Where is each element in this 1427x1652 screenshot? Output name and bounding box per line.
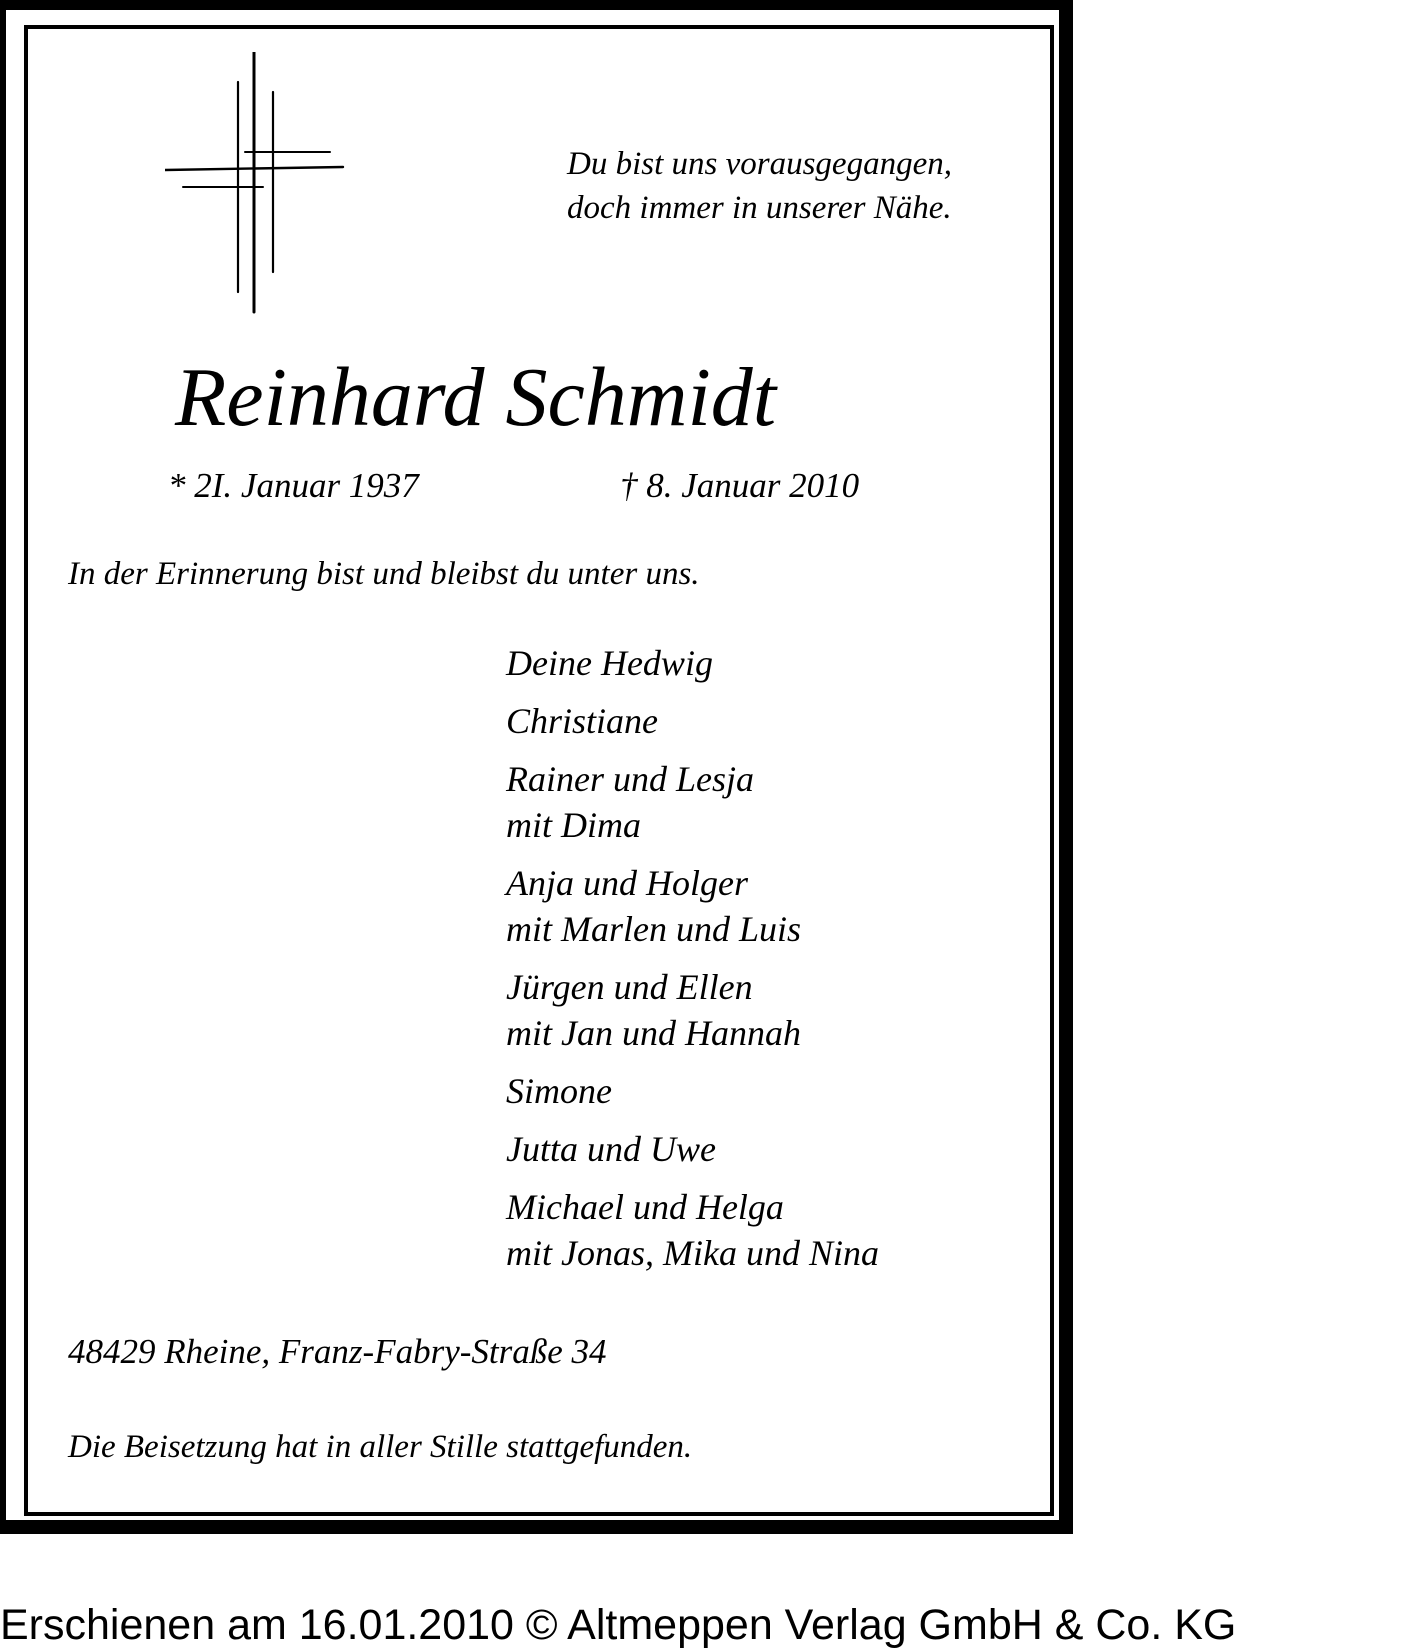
address: 48429 Rheine, Franz-Fabry-Straße 34 — [68, 1332, 607, 1371]
mourner-group — [506, 964, 879, 1056]
mourner-line: mit Dima — [506, 805, 641, 845]
mourner-line: Simone — [506, 1071, 612, 1111]
memory-line: In der Erinnerung bist und bleibst du unter uns. — [68, 556, 700, 592]
mourner-line: Jutta und Uwe — [506, 1129, 716, 1169]
mourner-group — [506, 1068, 879, 1114]
motto-line-2: doch immer in unserer Nähe. — [567, 190, 952, 226]
mourner-line: Anja und Holger — [506, 863, 748, 903]
cross-icon — [165, 52, 345, 314]
mourners-list — [506, 640, 879, 1288]
death-date: † 8. Januar 2010 — [620, 466, 860, 505]
mourner-line: Rainer und Lesja — [506, 759, 754, 799]
mourner-line: mit Jonas, Mika und Nina — [506, 1233, 879, 1273]
mourner-line: Christiane — [506, 701, 659, 741]
mourner-group — [506, 1126, 879, 1172]
birth-date: * 2I. Januar 1937 — [168, 466, 419, 505]
mourner-group — [506, 640, 879, 686]
mourner-line: Michael und Helga — [506, 1187, 784, 1227]
mourner-line: Deine Hedwig — [506, 643, 713, 683]
motto-line-1: Du bist uns vorausgegangen, — [567, 146, 952, 182]
motto — [567, 142, 952, 230]
mourner-line: mit Marlen und Luis — [506, 909, 802, 949]
mourner-group — [506, 756, 879, 848]
mourner-group — [506, 698, 879, 744]
burial-note: Die Beisetzung hat in aller Stille stattgefunden. — [68, 1429, 693, 1465]
mourner-group — [506, 860, 879, 952]
mourner-group — [506, 1184, 879, 1276]
mourner-line: Jürgen und Ellen — [506, 967, 753, 1007]
deceased-name: Reinhard Schmidt — [175, 351, 777, 444]
mourner-line: mit Jan und Hannah — [506, 1013, 801, 1053]
publication-footer: Erschienen am 16.01.2010 © Altmeppen Verlag GmbH & Co. KG — [0, 1601, 1237, 1649]
